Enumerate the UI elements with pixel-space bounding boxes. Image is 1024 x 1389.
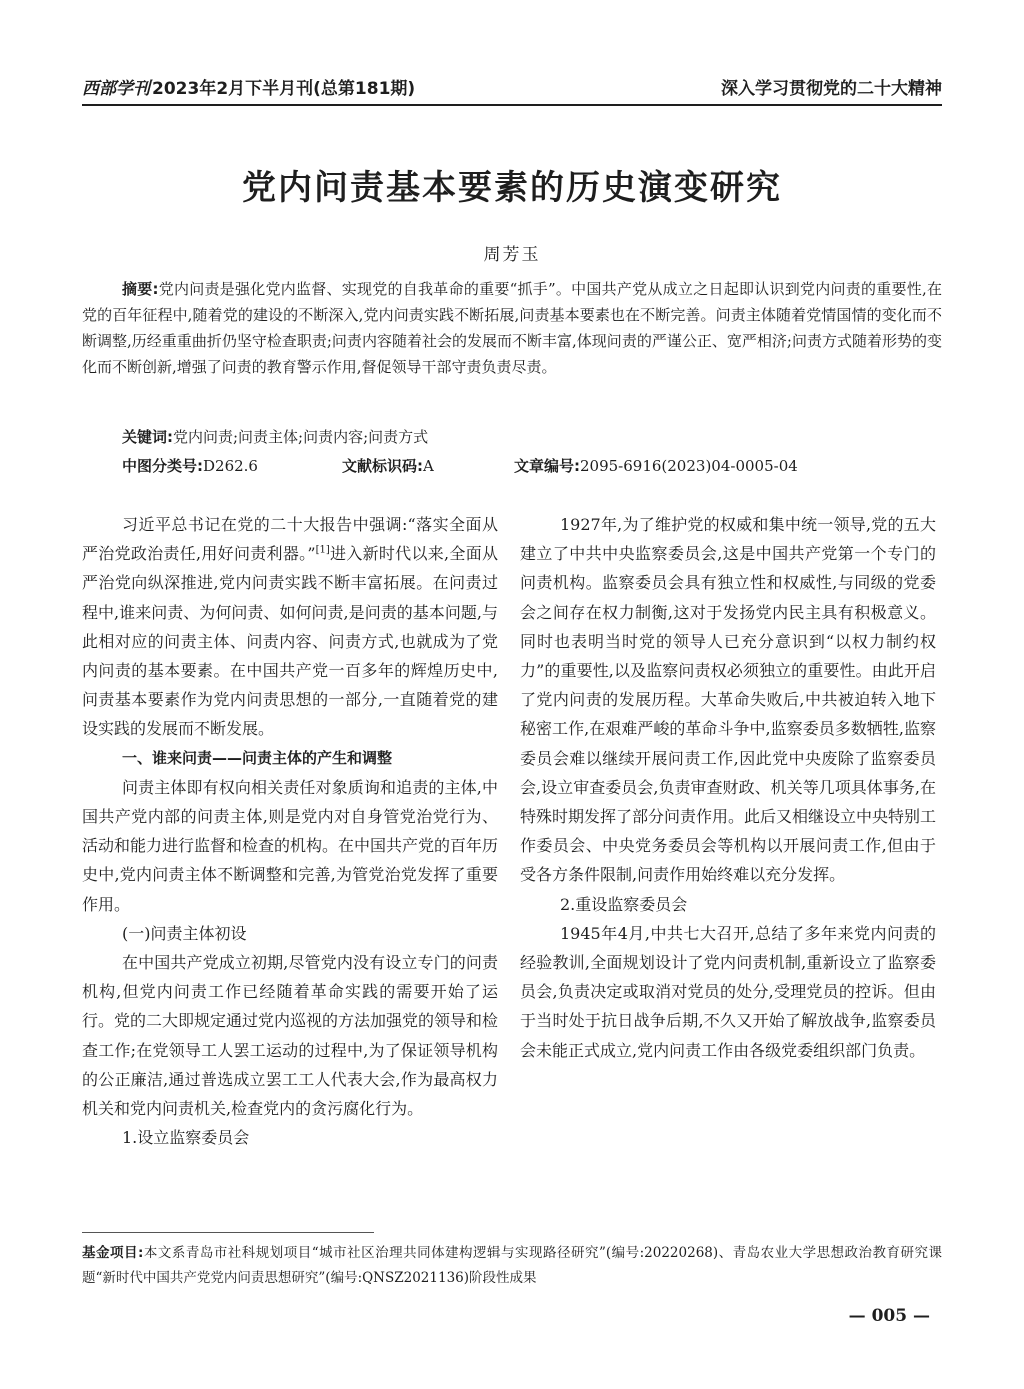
doc-value: A [423, 457, 434, 475]
article-number [514, 455, 798, 476]
subsection-heading: (一)问责主体初设 [122, 923, 247, 943]
article-title: 党内问责基本要素的历史演变研究 [242, 168, 782, 208]
article-meta [122, 455, 942, 477]
running-header [82, 70, 942, 106]
doc-label: 文献标识码: [342, 457, 423, 475]
clc-value: D262.6 [203, 457, 258, 475]
section-title: 深入学习贯彻党的二十大精神 [721, 79, 942, 99]
clc-number [122, 455, 258, 476]
keywords-label: 关键词: [122, 428, 173, 446]
journal-issue [82, 74, 415, 99]
paragraph: 在中国共产党成立初期,尽管党内没有设立专门的问责机构,但党内问责工作已经随着革命实践的需要开始了运行。党的二大即规定通过党内巡视的方法加强党的领导和检查工作;在党领导工人罢工运动的过程中,为了保证领导机构的公正廉洁,通过普选成立罢工工人代表大会,作为最高权力机关和党内问责机关,检查党内的贪污腐化行为。 [82, 953, 499, 1119]
footnote-label: 基金项目: [82, 1245, 144, 1261]
clc-label: 中图分类号: [122, 457, 203, 475]
abstract-label: 摘要: [122, 280, 159, 298]
body-column-right [520, 510, 936, 1065]
article-author: 周芳玉 [483, 245, 541, 265]
paragraph: 1927年,为了维护党的权威和集中统一领导,党的五大建立了中共中央监察委员会,这是中国共产党第一个专门的问责机构。监察委员会具有独立性和权威性,与同级的党委会之间存在权力制衡,这对于发扬党内民主具有积极意义。同时也表明当时党的领导人已充分意识到“以权力制约权力”的重要性,以及监察问责权必须独立的重要性。由此开启了党内问责的发展历程。大革命失败后,中共被迫转入地下秘密工作,在艰难严峻的革命斗争中,监察委员多数牺牲,监察委员会难以继续开展问责工作,因此党中央废除了监察委员会,设立审查委员会,负责审查财政、机关等几项具体事务,在特殊时期发挥了部分问责作用。此后又相继设立中央特别工作委员会、中央党务委员会等机构以开展问责工作,但由于受各方条件限制,问责作用始终难以充分发挥。 [520, 515, 937, 885]
paragraph-text: 进入新时代以来,全面从严治党向纵深推进,党内问责实践不断丰富拓展。在问责过程中,谁来问责、为何问责、如何问责,是问责的基本问题,与此相对应的问责主体、问责内容、问责方式,也就成为了党内问责的基本要素。在中国共产党一百多年的辉煌历史中,问责基本要素作为党内问责思想的一部分,一直随着党的建设实践的发展而不断发展。 [82, 544, 498, 739]
paragraph: 1945年4月,中共七大召开,总结了多年来党内问责的经验教训,全面规划设计了党内问责机制,重新设立了监察委员会,负责决定或取消对党员的处分,受理党员的控诉。但由于当时处于抗日战争后期,不久又开始了解放战争,监察委员会未能正式成立,党内问责工作由各级党委组织部门负责。 [520, 923, 936, 1060]
body-column-left [82, 510, 498, 1152]
footnote [82, 1241, 942, 1291]
abstract [82, 276, 942, 380]
paragraph-text: 习近平总书记在党的二十大报告中强调:“落实全面从严治党政治责任,用好问责利器。” [82, 515, 498, 564]
art-label: 文章编号: [514, 457, 580, 475]
abstract-text: 党内问责是强化党内监督、实现党的自我革命的重要“抓手”。中国共产党从成立之日起即认识到党内问责的重要性,在党的百年征程中,随着党的建设的不断深入,党内问责实践不断拓展,问责基本要素也在不断完善。问责主体随着党情国情的变化而不断调整,历经重重曲折仍坚守检查职责;问责内容随着社会的发展而不断丰富,体现问责的严谨公正、宽严相济;问责方式随着形势的变化而不断创新,增强了问责的教育警示作用,督促领导干部守责负责尽责。 [82, 280, 942, 376]
issue-label: 2023年2月下半月刊(总第181期) [152, 79, 416, 99]
section-heading: 一、谁来问责——问责主体的产生和调整 [122, 748, 393, 767]
art-value: 2095-6916(2023)04-0005-04 [580, 457, 798, 475]
paragraph: 问责主体即有权向相关责任对象质询和追责的主体,中国共产党内部的问责主体,则是党内对自身管党治党行为、活动和能力进行监督和检查的机构。在中国共产党的百年历史中,党内问责主体不断调整和完善,为管党治党发挥了重要作用。 [82, 777, 499, 914]
page-number: — 005 — [848, 1306, 930, 1326]
footnote-rule [82, 1232, 374, 1233]
journal-logo: 西部学刊 [82, 79, 150, 99]
paragraph [82, 510, 498, 744]
subsection-heading: 2.重设监察委员会 [560, 894, 688, 914]
keywords-text: 党内问责;问责主体;问责内容;问责方式 [173, 428, 429, 446]
footnote-text: 本文系青岛市社科规划项目“城市社区治理共同体建构逻辑与实现路径研究”(编号:20220268)、青岛农业大学思想政治教育研究课题“新时代中国共产党党内问责思想研究”(编号:QNSZ2021136)阶段性成果 [82, 1245, 942, 1286]
doc-code [342, 455, 434, 476]
keywords [122, 426, 942, 447]
citation-ref: [1] [315, 544, 330, 556]
subsection-heading: 1.设立监察委员会 [122, 1128, 250, 1148]
